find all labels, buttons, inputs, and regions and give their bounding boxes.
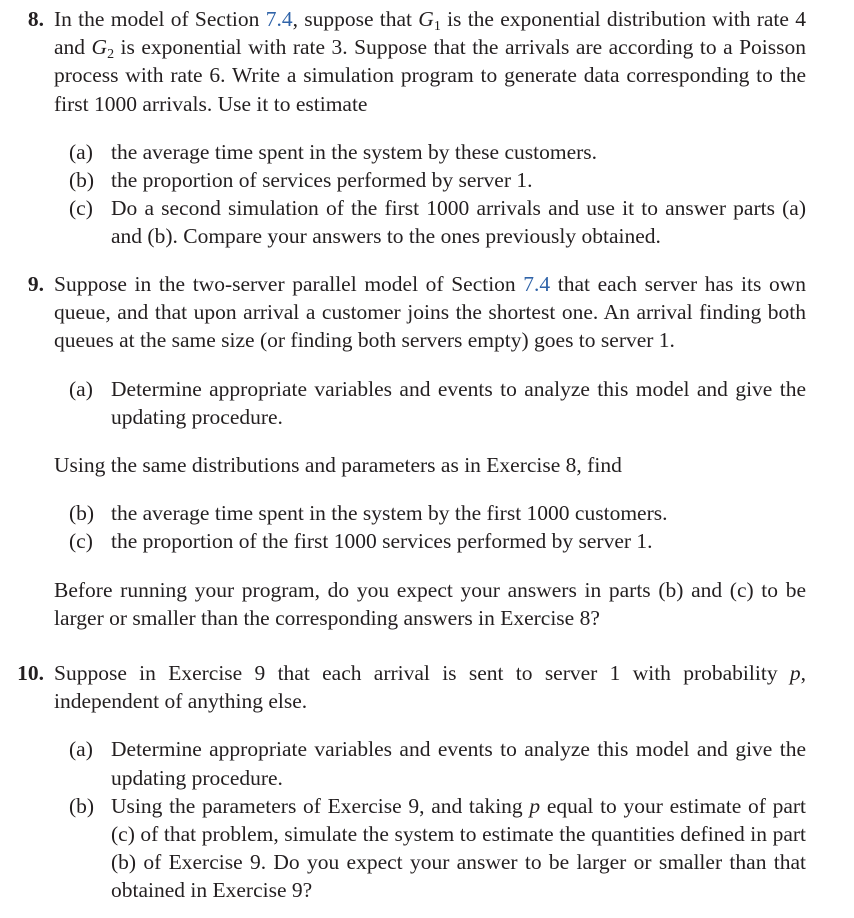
part-text: the average time spent in the system by the first 1000 customers.	[111, 501, 668, 526]
statement-text: Suppose in Exercise 9 that each arrival is sent to server 1 with probability	[54, 661, 790, 685]
part-item	[69, 375, 806, 431]
exercise-10-statement	[54, 659, 806, 715]
exercise-number: 10.	[17, 661, 44, 685]
section-link[interactable]: 7.4	[265, 7, 293, 31]
math-p: p	[529, 793, 541, 818]
part-text: Do a second simulation of the first 1000 arrivals and use it to answer parts (a) and (b). Compare your answers to the ones previously obtained.	[111, 196, 806, 249]
statement-text: Suppose in the two-server parallel model of Section	[54, 272, 524, 296]
part-item	[69, 166, 806, 194]
part-item	[69, 138, 806, 166]
part-item	[69, 499, 806, 527]
part-item	[69, 194, 806, 250]
part-text: the proportion of the first 1000 services performed by server 1.	[111, 529, 653, 554]
exercise-10-parts	[69, 735, 806, 904]
statement-text: is the exponential distribution with rate 4 and	[54, 7, 806, 60]
part-label: (b)	[69, 793, 95, 818]
part-item	[69, 527, 806, 555]
part-text: the proportion of services performed by server 1.	[111, 168, 533, 193]
section-link[interactable]: 7.4	[523, 272, 551, 296]
exercise-8-parts	[69, 138, 806, 251]
part-text: Determine appropriate variables and events to analyze this model and give the updating procedure.	[111, 737, 806, 790]
part-label: (a)	[69, 737, 93, 762]
part-label: (a)	[69, 376, 93, 401]
statement-text: , independent of anything else.	[54, 661, 806, 714]
exercise-9	[27, 270, 806, 632]
exercise-9-parts-bc	[69, 499, 806, 555]
part-label: (c)	[69, 529, 93, 554]
math-p: p	[789, 661, 801, 685]
statement-text: , suppose that	[292, 7, 419, 31]
part-label: (b)	[69, 168, 95, 193]
part-label: (a)	[69, 139, 93, 164]
part-text: Using the parameters of Exercise 9, and taking p equal to your estimate of part (c) of that problem, simulate the system to estimate the quantities defined in part (b) of Exercise 9. Do you expect your answer to be larger or smaller than that obtained in Exercise 9?	[111, 793, 806, 903]
exercise-9-closing-text: Before running your program, do you expect your answers in parts (b) and (c) to be larger or smaller than the corresponding answers in Exercise 8?	[54, 577, 806, 630]
exercise-number: 8.	[27, 7, 44, 31]
exercise-9-statement	[54, 270, 806, 355]
math-g2: $G_2$	[91, 35, 115, 63]
statement-text: that each server has its own queue, and that upon arrival a customer joins the shortest one. An arrival finding both queues at the same size (or finding both servers empty) goes to server 1.	[54, 272, 806, 353]
part-label: (b)	[69, 501, 95, 526]
exercise-10	[17, 659, 806, 905]
exercise-9-part-a	[69, 375, 806, 431]
statement-text: In the model of Section	[54, 7, 266, 31]
exercise-number: 9.	[27, 272, 44, 296]
part-item	[69, 735, 806, 791]
exercise-9-middle-text: Using the same distributions and parameters as in Exercise 8, find	[54, 453, 622, 478]
part-text: Determine appropriate variables and events to analyze this model and give the updating procedure.	[111, 376, 806, 429]
statement-text: is exponential with rate 3. Suppose that the arrivals are according to a Poisson process with rate 6. Write a simulation program to generate data corresponding to the first 1000 arrivals. Use it to estimate	[54, 35, 807, 116]
exercise-8-statement	[54, 5, 806, 118]
part-label: (c)	[69, 196, 93, 221]
exercise-8	[27, 5, 807, 251]
math-g1: $G_1$	[418, 7, 441, 34]
part-item	[69, 792, 806, 905]
part-text: the average time spent in the system by these customers.	[111, 139, 598, 164]
